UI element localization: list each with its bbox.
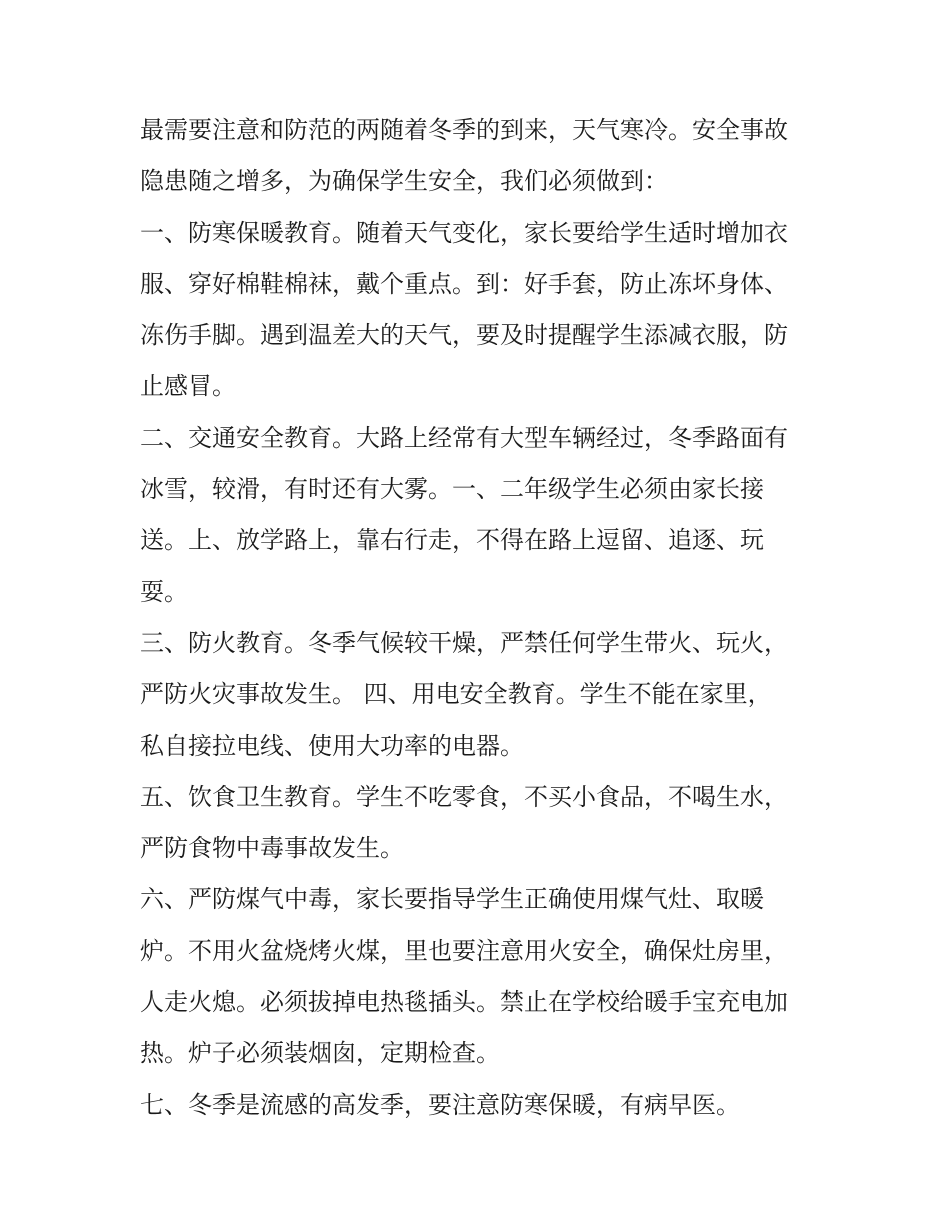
- text-line: 耍。: [140, 577, 188, 606]
- text-line: 送。上、放学路上，靠右行走，不得在路上逗留、追逐、玩: [140, 526, 764, 555]
- text-line: 七、冬季是流感的高发季，要注意防寒保暖，有病早医。: [140, 1090, 740, 1119]
- text-line: 人走火熄。必须拔掉电热毯插头。禁止在学校给暖手宝充电加: [140, 988, 788, 1017]
- text-line: 私自接拉电线、使用大功率的电器。: [140, 731, 524, 760]
- text-line: 二、交通安全教育。大路上经常有大型车辆经过，冬季路面有: [140, 423, 788, 452]
- text-line: 三、防火教育。冬季气候较干燥，严禁任何学生带火、玩火，: [140, 628, 788, 657]
- text-line: 最需要注意和防范的两随着冬季的到来，天气寒冷。安全事故: [140, 116, 788, 144]
- document-body: [140, 105, 820, 1131]
- text-line: 六、严防煤气中毒，家长要指导学生正确使用煤气灶、取暖: [140, 885, 764, 914]
- text-line: 冻伤手脚。遇到温差大的天气，要及时提醒学生添减衣服，防: [140, 321, 788, 350]
- text-line: 隐患随之增多，为确保学生安全，我们必须做到：: [140, 167, 668, 196]
- text-line: 热。炉子必须装烟囱，定期检查。: [140, 1039, 500, 1068]
- text-line: 服、穿好棉鞋棉袜，戴个重点。到：好手套，防止冻坏身体、: [140, 269, 788, 298]
- text-line: 严防食物中毒事故发生。: [140, 834, 404, 863]
- text-line: 炉。不用火盆烧烤火煤，里也要注意用火安全，确保灶房里，: [140, 936, 788, 965]
- text-line: 止感冒。: [140, 372, 236, 401]
- text-line: 严防火灾事故发生。 四、用电安全教育。学生不能在家里，: [140, 680, 772, 709]
- text-line: 冰雪，较滑，有时还有大雾。一、二年级学生必须由家长接: [140, 475, 764, 504]
- text-line: 五、饮食卫生教育。学生不吃零食，不买小食品，不喝生水，: [140, 782, 788, 811]
- text-line: 一、防寒保暖教育。随着天气变化，家长要给学生适时增加衣: [140, 218, 788, 247]
